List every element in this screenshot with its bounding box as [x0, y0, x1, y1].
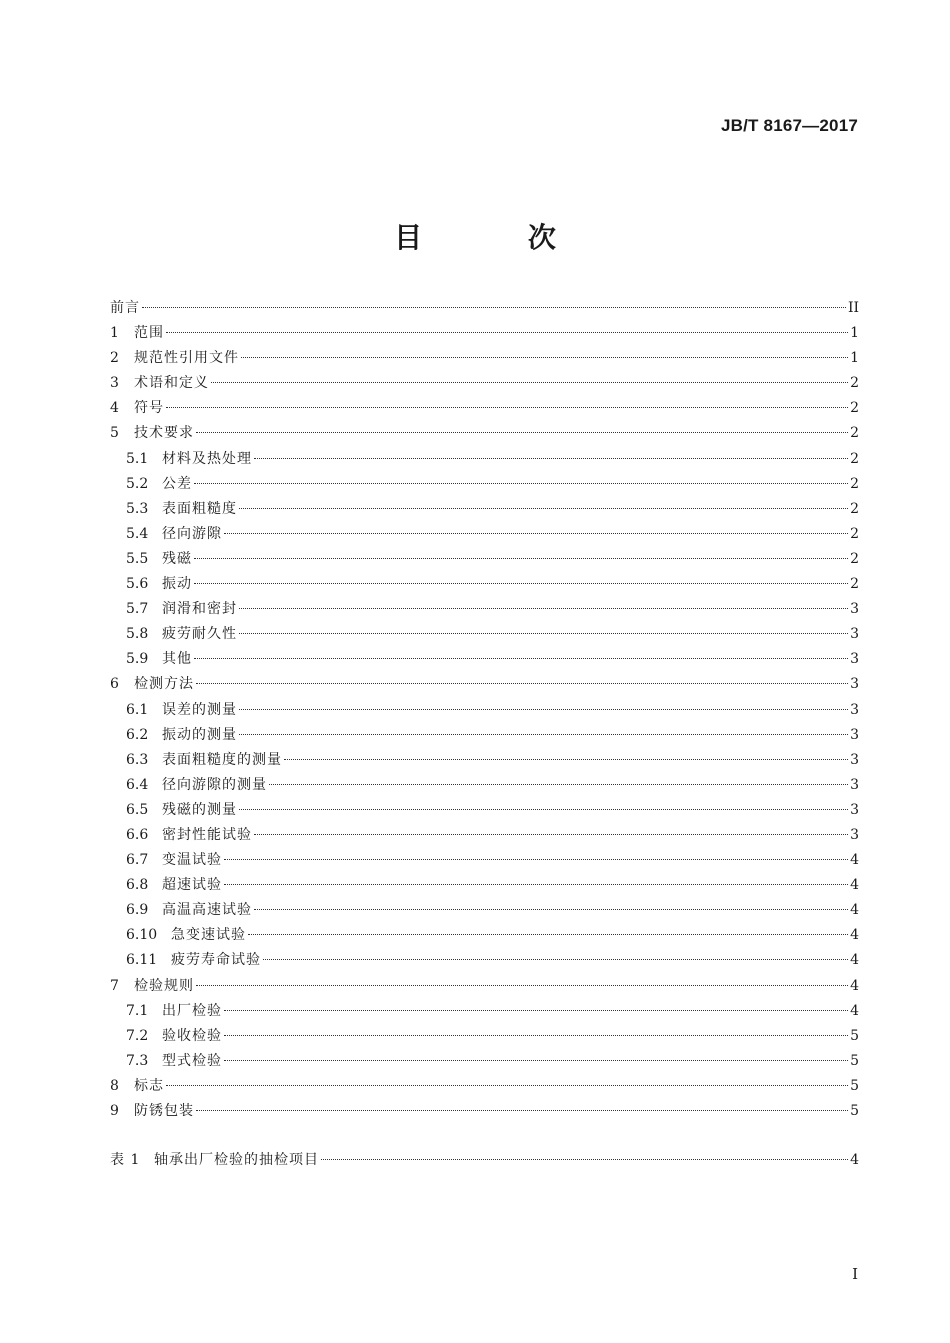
section-number: 5: [110, 425, 119, 442]
section-number: 6.9: [126, 902, 149, 919]
dot-leader: [284, 759, 848, 760]
dot-leader: [254, 458, 848, 459]
dot-leader: [239, 633, 848, 634]
section-title: 验收检验: [162, 1027, 222, 1044]
dot-leader: [194, 558, 848, 559]
page-title: 目 次: [394, 221, 604, 254]
page-number: 3: [850, 826, 859, 843]
dot-leader: [196, 683, 848, 684]
toc-entry[interactable]: [110, 1050, 859, 1075]
page-number: 2: [850, 475, 859, 492]
dot-leader: [239, 709, 848, 710]
toc-entry[interactable]: [110, 397, 859, 422]
dot-leader: [224, 859, 848, 860]
page-number: 2: [850, 425, 859, 442]
toc-entry[interactable]: [110, 949, 859, 974]
section-title: 超速试验: [162, 877, 222, 894]
toc-entry[interactable]: [110, 1000, 859, 1025]
section-number: 6.10: [126, 927, 158, 944]
section-title: 检测方法: [134, 676, 194, 693]
toc-entry[interactable]: [110, 322, 859, 347]
section-title: 检验规则: [134, 977, 194, 994]
section-number: 4: [110, 400, 119, 417]
toc-entry[interactable]: [110, 498, 859, 523]
section-number: 9: [110, 1103, 119, 1119]
section-title: 振动的测量: [162, 726, 237, 743]
dot-leader: [166, 332, 848, 333]
page-number: 3: [850, 626, 859, 643]
toc-entry[interactable]: [110, 1075, 859, 1100]
section-number: 6.2: [126, 726, 149, 743]
page-number: 2: [850, 375, 859, 392]
section-title: 防锈包装: [134, 1103, 194, 1119]
section-number: 6.7: [126, 852, 149, 869]
toc-entry[interactable]: [110, 1100, 859, 1125]
toc-entry[interactable]: [110, 874, 859, 899]
section-title: 振动: [162, 576, 192, 593]
dot-leader: [224, 1035, 848, 1036]
toc-entry[interactable]: [110, 347, 859, 372]
toc-entry[interactable]: [110, 422, 859, 447]
toc-entry[interactable]: [110, 548, 859, 573]
dot-leader: [239, 608, 848, 609]
dot-leader: [224, 533, 848, 534]
toc-entry[interactable]: [110, 673, 859, 698]
list-of-tables: [110, 1149, 859, 1174]
section-number: 5.4: [126, 525, 149, 542]
page-number: 3: [850, 701, 859, 718]
section-title: 符号: [134, 400, 164, 417]
section-title: 公差: [162, 475, 192, 492]
section-title: 润滑和密封: [162, 601, 237, 618]
section-number: 3: [110, 375, 119, 392]
toc-entry[interactable]: [110, 975, 859, 1000]
section-title: 误差的测量: [162, 701, 237, 718]
page-number: 4: [850, 927, 859, 944]
toc-entry[interactable]: [110, 899, 859, 924]
section-title: 出厂检验: [162, 1002, 222, 1019]
section-number: 5.3: [126, 500, 149, 517]
dot-leader: [211, 382, 848, 383]
section-number: 5.7: [126, 601, 149, 618]
page-number: 3: [850, 651, 859, 668]
toc-entry[interactable]: [110, 699, 859, 724]
dot-leader: [196, 985, 848, 986]
table-title: 轴承出厂检验的抽检项目: [154, 1152, 319, 1168]
page-number: 1: [850, 325, 859, 342]
section-title: 标志: [134, 1077, 164, 1094]
section-number: 7.3: [126, 1052, 149, 1069]
table-list-entry[interactable]: [110, 1149, 859, 1174]
page-number: 4: [850, 977, 859, 994]
page-number: 4: [850, 952, 859, 969]
dot-leader: [263, 959, 848, 960]
section-title: 型式检验: [162, 1052, 222, 1069]
section-title: 材料及热处理: [162, 450, 252, 467]
section-title: 前言: [110, 300, 140, 316]
dot-leader: [196, 432, 848, 433]
page-number: II: [847, 300, 859, 316]
dot-leader: [194, 483, 848, 484]
toc-entry[interactable]: [110, 623, 859, 648]
section-title: 其他: [162, 651, 192, 668]
toc-entry[interactable]: [110, 749, 859, 774]
page-number: 4: [850, 1152, 859, 1168]
dot-leader: [321, 1159, 848, 1160]
section-number: 5.2: [126, 475, 149, 492]
page-number: 4: [850, 852, 859, 869]
section-title: 高温高速试验: [162, 902, 252, 919]
toc-entry[interactable]: [110, 924, 859, 949]
section-number: 6.1: [126, 701, 149, 718]
section-number: 2: [110, 350, 119, 367]
section-number: 6: [110, 676, 119, 693]
toc-entry[interactable]: [110, 799, 859, 824]
section-title: 径向游隙: [162, 525, 222, 542]
section-number: 8: [110, 1077, 119, 1094]
page-number: 5: [850, 1077, 859, 1094]
toc-entry[interactable]: [110, 824, 859, 849]
page-number: 5: [850, 1027, 859, 1044]
page-number: 5: [850, 1103, 859, 1119]
section-number: 5.6: [126, 576, 149, 593]
section-title: 残磁: [162, 550, 192, 567]
dot-leader: [142, 307, 846, 308]
section-number: 5.1: [126, 450, 149, 467]
section-number: 6.6: [126, 826, 149, 843]
toc-entry[interactable]: [110, 598, 859, 623]
page-number: 3: [850, 751, 859, 768]
toc-entry[interactable]: [110, 573, 859, 598]
dot-leader: [194, 583, 848, 584]
section-number: 7.1: [126, 1002, 149, 1019]
dot-leader: [248, 934, 848, 935]
section-number: 6.11: [126, 952, 158, 969]
toc-entry[interactable]: [110, 648, 859, 673]
section-number: 6.5: [126, 801, 149, 818]
toc-entry[interactable]: [110, 724, 859, 749]
dot-leader: [254, 909, 848, 910]
section-number: 6.8: [126, 877, 149, 894]
page-number: 3: [850, 801, 859, 818]
page-number: 3: [850, 601, 859, 618]
section-number: 5.8: [126, 626, 149, 643]
page-number: 4: [850, 877, 859, 894]
section-number: 5.5: [126, 550, 149, 567]
dot-leader: [239, 508, 848, 509]
page-number: 4: [850, 902, 859, 919]
section-number: 7: [110, 977, 119, 994]
section-title: 急变速试验: [171, 927, 246, 944]
dot-leader: [239, 734, 848, 735]
dot-leader: [254, 834, 848, 835]
dot-leader: [166, 1085, 848, 1086]
dot-leader: [269, 784, 848, 785]
standard-code: JB/T 8167—2017: [721, 116, 858, 135]
page-number: 3: [850, 776, 859, 793]
table-of-contents: [110, 297, 859, 1125]
toc-entry[interactable]: [110, 523, 859, 548]
section-number: 6.3: [126, 751, 149, 768]
section-title: 表面粗糙度的测量: [162, 751, 282, 768]
page-number: 2: [850, 400, 859, 417]
section-title: 疲劳寿命试验: [171, 952, 261, 969]
toc-entry[interactable]: [110, 849, 859, 874]
page-folio: I: [852, 1265, 858, 1283]
section-number: 5.9: [126, 651, 149, 668]
section-title: 技术要求: [134, 425, 194, 442]
section-number: 7.2: [126, 1027, 149, 1044]
dot-leader: [166, 407, 848, 408]
dot-leader: [239, 809, 848, 810]
section-title: 径向游隙的测量: [162, 776, 267, 793]
page-number: 1: [850, 350, 859, 367]
section-number: 6.4: [126, 776, 149, 793]
section-title: 残磁的测量: [162, 801, 237, 818]
dot-leader: [224, 1010, 848, 1011]
section-title: 表面粗糙度: [162, 500, 237, 517]
dot-leader: [196, 1110, 848, 1111]
toc-entry[interactable]: [110, 372, 859, 397]
section-title: 变温试验: [162, 852, 222, 869]
section-number: 1: [110, 325, 119, 342]
toc-entry[interactable]: [110, 473, 859, 498]
section-title: 密封性能试验: [162, 826, 252, 843]
page-number: 2: [850, 450, 859, 467]
page-number: 5: [850, 1052, 859, 1069]
section-title: 范围: [134, 325, 164, 342]
dot-leader: [194, 658, 848, 659]
page-number: 2: [850, 500, 859, 517]
dot-leader: [241, 357, 848, 358]
toc-entry[interactable]: [110, 297, 859, 322]
page-number: 3: [850, 726, 859, 743]
dot-leader: [224, 884, 848, 885]
section-title: 术语和定义: [134, 375, 209, 392]
section-title: 疲劳耐久性: [162, 626, 237, 643]
page-number: 4: [850, 1002, 859, 1019]
toc-entry[interactable]: [110, 448, 859, 473]
page-number: 3: [850, 676, 859, 693]
table-number: 表 1: [110, 1152, 141, 1168]
toc-entry[interactable]: [110, 1025, 859, 1050]
section-title: 规范性引用文件: [134, 350, 239, 367]
toc-entry[interactable]: [110, 774, 859, 799]
dot-leader: [224, 1060, 848, 1061]
page-number: 2: [850, 576, 859, 593]
page-number: 2: [850, 525, 859, 542]
page-number: 2: [850, 550, 859, 567]
